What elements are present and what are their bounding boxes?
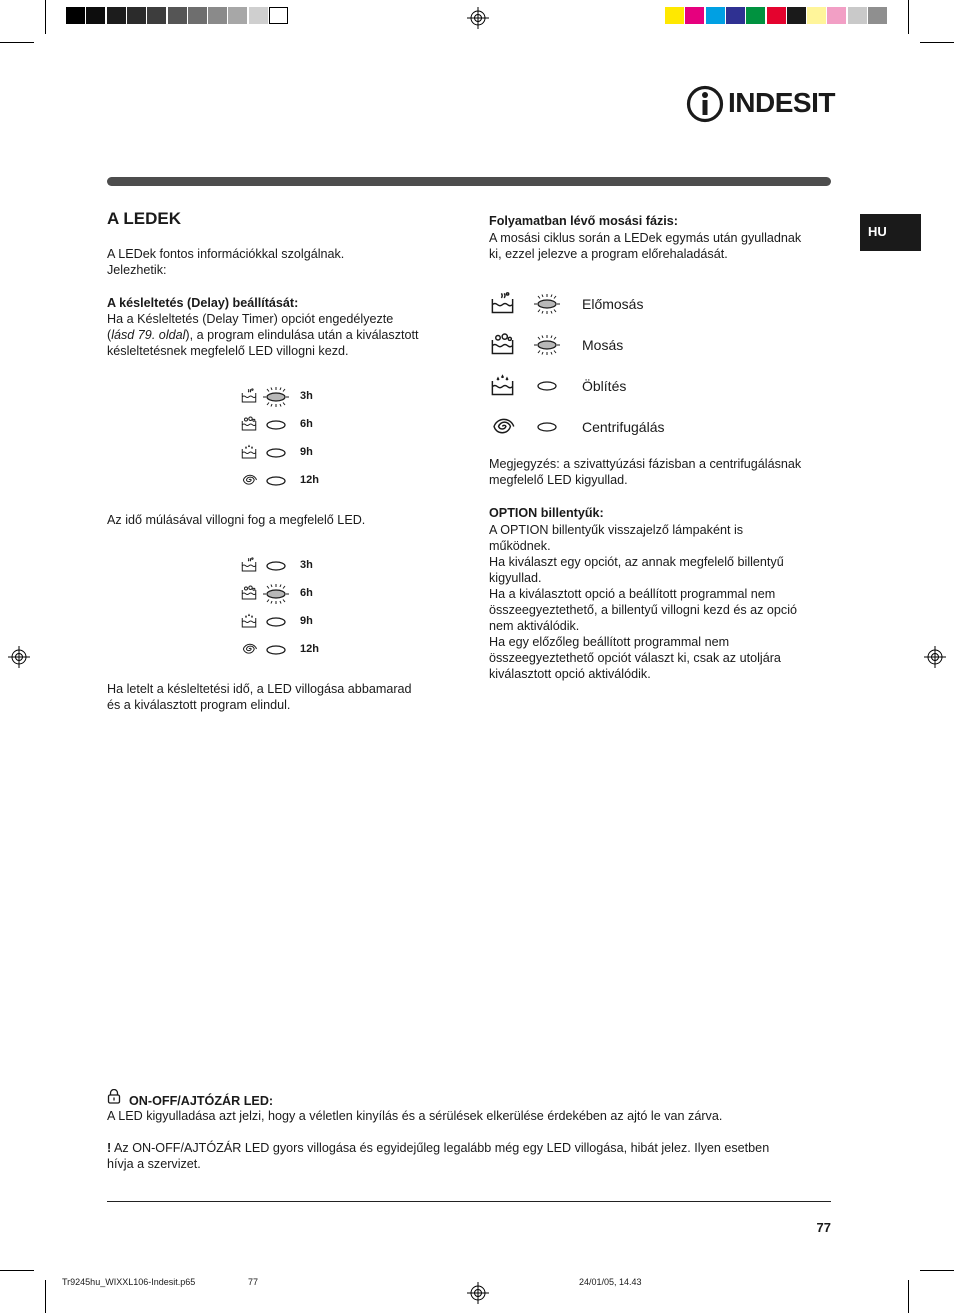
wash-phase-row	[489, 413, 729, 441]
led-indicator	[259, 442, 293, 464]
delay-led-row	[240, 639, 340, 661]
led-indicator	[259, 611, 293, 633]
led-indicator	[259, 555, 293, 577]
color-swatch	[249, 7, 268, 24]
color-swatch	[188, 7, 207, 24]
delay-led-row	[240, 442, 340, 464]
option-line: kigyullad.	[489, 571, 542, 585]
registration-mark-icon	[467, 7, 489, 29]
phase-heading: Folyamatban lévő mosási fázis:	[489, 214, 678, 228]
led-indicator	[527, 375, 567, 397]
intro-line: Jelezhetik:	[107, 263, 167, 277]
color-swatch	[767, 7, 786, 24]
color-swatch	[66, 7, 85, 24]
delay-hours-label: 3h	[300, 390, 313, 402]
mid-text: Az idő múlásával villogni fog a megfelelő LED.	[107, 513, 366, 527]
note-line: megfelelő LED kigyullad.	[489, 473, 628, 487]
footer-page: 77	[248, 1277, 259, 1287]
crop-mark	[908, 0, 909, 34]
paren: (	[107, 328, 112, 342]
delay-led-row	[240, 611, 340, 633]
note-line: Megjegyzés: a szivattyúzási fázisban a centrifugálásnak	[489, 457, 802, 471]
phase-line: A mosási ciklus során a LEDek egymás után gyulladnak	[489, 231, 802, 245]
delay-text	[107, 311, 452, 359]
option-line: Ha a kiválasztott opció a beállított programmal nem	[489, 587, 776, 601]
spin-icon	[240, 471, 258, 489]
delay-led-diagram-1	[240, 386, 340, 498]
footer-rule	[107, 1201, 831, 1202]
rinse-icon	[240, 443, 258, 461]
warning-line: hívja a szervizet.	[107, 1157, 201, 1171]
option-line: Ha egy előzőleg beállított programmal nem	[489, 635, 730, 649]
footer-date: 24/01/05, 14.43	[579, 1277, 642, 1287]
rinse-icon	[489, 372, 516, 399]
wash-phase-row	[489, 331, 729, 359]
color-swatch	[685, 7, 704, 24]
color-swatch	[807, 7, 826, 24]
option-text	[489, 522, 797, 682]
option-line: összeegyeztethető, a billentyű villogni kezd és az opció	[489, 603, 798, 617]
delay-hours-label: 12h	[300, 643, 319, 655]
crop-mark	[45, 1280, 46, 1313]
wash-phase-label: Öblítés	[582, 378, 627, 394]
color-swatch	[168, 7, 187, 24]
spin-icon	[240, 640, 258, 658]
color-swatch	[848, 7, 867, 24]
delay-led-row	[240, 386, 340, 408]
header-rule	[107, 177, 831, 186]
wash-phase-row	[489, 372, 729, 400]
option-line: Ha kiválaszt egy opciót, az annak megfelelő billentyű	[489, 555, 784, 569]
color-swatch	[706, 7, 725, 24]
color-swatch	[228, 7, 247, 24]
wash-phase-list	[489, 290, 729, 450]
registration-mark-icon	[924, 646, 946, 668]
color-swatch	[787, 7, 806, 24]
wash-phase-label: Mosás	[582, 337, 624, 353]
delay-line	[107, 327, 452, 343]
wash-phase-row	[489, 290, 729, 318]
color-swatch	[86, 7, 105, 24]
end-line: Ha letelt a késleltetési idő, a LED villogása abbamarad	[107, 682, 412, 696]
wash-icon	[240, 584, 258, 602]
delay-hours-label: 6h	[300, 587, 313, 599]
led-blinking-indicator	[527, 293, 567, 315]
note-text	[489, 456, 801, 488]
prewash-icon	[240, 556, 258, 574]
color-swatch	[868, 7, 887, 24]
warning-line	[107, 1140, 831, 1156]
color-swatch	[665, 7, 684, 24]
crop-mark	[45, 0, 46, 34]
color-swatch	[107, 7, 126, 24]
delay-hours-label: 12h	[300, 474, 319, 486]
registration-mark-icon	[467, 1282, 489, 1304]
delay-hours-label: 9h	[300, 446, 313, 458]
prewash-icon	[240, 387, 258, 405]
option-line: A OPTION billentyűk visszajelző lámpaként is	[489, 523, 744, 537]
delay-hours-label: 9h	[300, 615, 313, 627]
color-swatch	[127, 7, 146, 24]
warning-text	[107, 1140, 831, 1172]
option-line: összeegyeztethető opciót választ ki, csak az utoljára	[489, 651, 781, 665]
option-line: működnek.	[489, 539, 551, 553]
delay-hours-label: 3h	[300, 559, 313, 571]
color-swatch	[208, 7, 227, 24]
crop-mark	[920, 42, 954, 43]
led-blinking-indicator	[259, 583, 293, 605]
phase-line: ki, ezzel jelezve a program előrehaladását.	[489, 247, 728, 261]
wash-phase-label: Centrifugálás	[582, 419, 665, 435]
warning-mark: !	[107, 1141, 112, 1155]
end-line: és a kiválasztott program elindul.	[107, 698, 291, 712]
lock-text: A LED kigyulladása azt jelzi, hogy a véletlen kinyílás és a sérülések elkerülése érdekében az ajtó le van zárva.	[107, 1109, 723, 1123]
delay-led-row	[240, 470, 340, 492]
crop-mark	[908, 1280, 909, 1313]
intro-text	[107, 246, 344, 278]
led-blinking-indicator	[527, 334, 567, 356]
page-reference: lásd 79. oldal	[111, 328, 186, 342]
led-indicator	[259, 470, 293, 492]
led-indicator	[259, 639, 293, 661]
prewash-icon	[489, 290, 516, 317]
delay-line: késleltetésnek megfelelő LED villogni kezd.	[107, 344, 349, 358]
option-heading: OPTION billentyűk:	[489, 506, 604, 520]
delay-led-diagram-2	[240, 555, 340, 667]
delay-hours-label: 6h	[300, 418, 313, 430]
lock-heading: ON-OFF/AJTÓZÁR LED:	[129, 1094, 274, 1108]
end-text	[107, 681, 412, 713]
wash-phase-label: Előmosás	[582, 296, 644, 312]
warning-line-text: Az ON-OFF/AJTÓZÁR LED gyors villogása és egyidejűleg legalább még egy LED villogása, hibát jelez. Ilyen esetben	[111, 1141, 770, 1155]
phase-text	[489, 230, 801, 262]
language-tab	[860, 214, 921, 251]
led-blinking-indicator	[259, 386, 293, 408]
led-indicator	[259, 414, 293, 436]
footer-file: Tr9245hu_WIXXL106-Indesit.p65	[62, 1277, 196, 1287]
color-swatch	[147, 7, 166, 24]
led-indicator	[527, 416, 567, 438]
crop-mark	[0, 1270, 34, 1271]
wash-icon	[489, 331, 516, 358]
wash-icon	[240, 415, 258, 433]
spin-icon	[489, 413, 516, 440]
delay-led-row	[240, 555, 340, 577]
crop-mark	[0, 42, 34, 43]
intro-line: A LEDek fontos információkkal szolgálnak.	[107, 247, 345, 261]
color-swatch	[746, 7, 765, 24]
option-line: kiválasztott opció aktiválódik.	[489, 667, 651, 681]
crop-mark	[920, 1270, 954, 1271]
rinse-icon	[240, 612, 258, 630]
delay-led-row	[240, 414, 340, 436]
section-heading: A LEDEK	[107, 209, 181, 228]
delay-led-row	[240, 583, 340, 605]
option-line: nem aktiválódik.	[489, 619, 580, 633]
page-number: 77	[816, 1220, 831, 1235]
color-swatch	[827, 7, 846, 24]
delay-line: Ha a Késleltetés (Delay Timer) opciót engedélyezte	[107, 312, 394, 326]
delay-heading: A késleltetés (Delay) beállítását:	[107, 296, 299, 310]
language-tab-label: HU	[868, 224, 887, 239]
registration-mark-icon	[8, 646, 30, 668]
delay-line-rest: ), a program elindulása után a kiválasztott	[185, 328, 419, 342]
brand-name: INDESIT	[728, 87, 835, 118]
indesit-logo-icon	[686, 84, 724, 124]
lock-icon	[107, 1089, 121, 1104]
color-swatch	[269, 7, 288, 24]
color-swatch	[726, 7, 745, 24]
